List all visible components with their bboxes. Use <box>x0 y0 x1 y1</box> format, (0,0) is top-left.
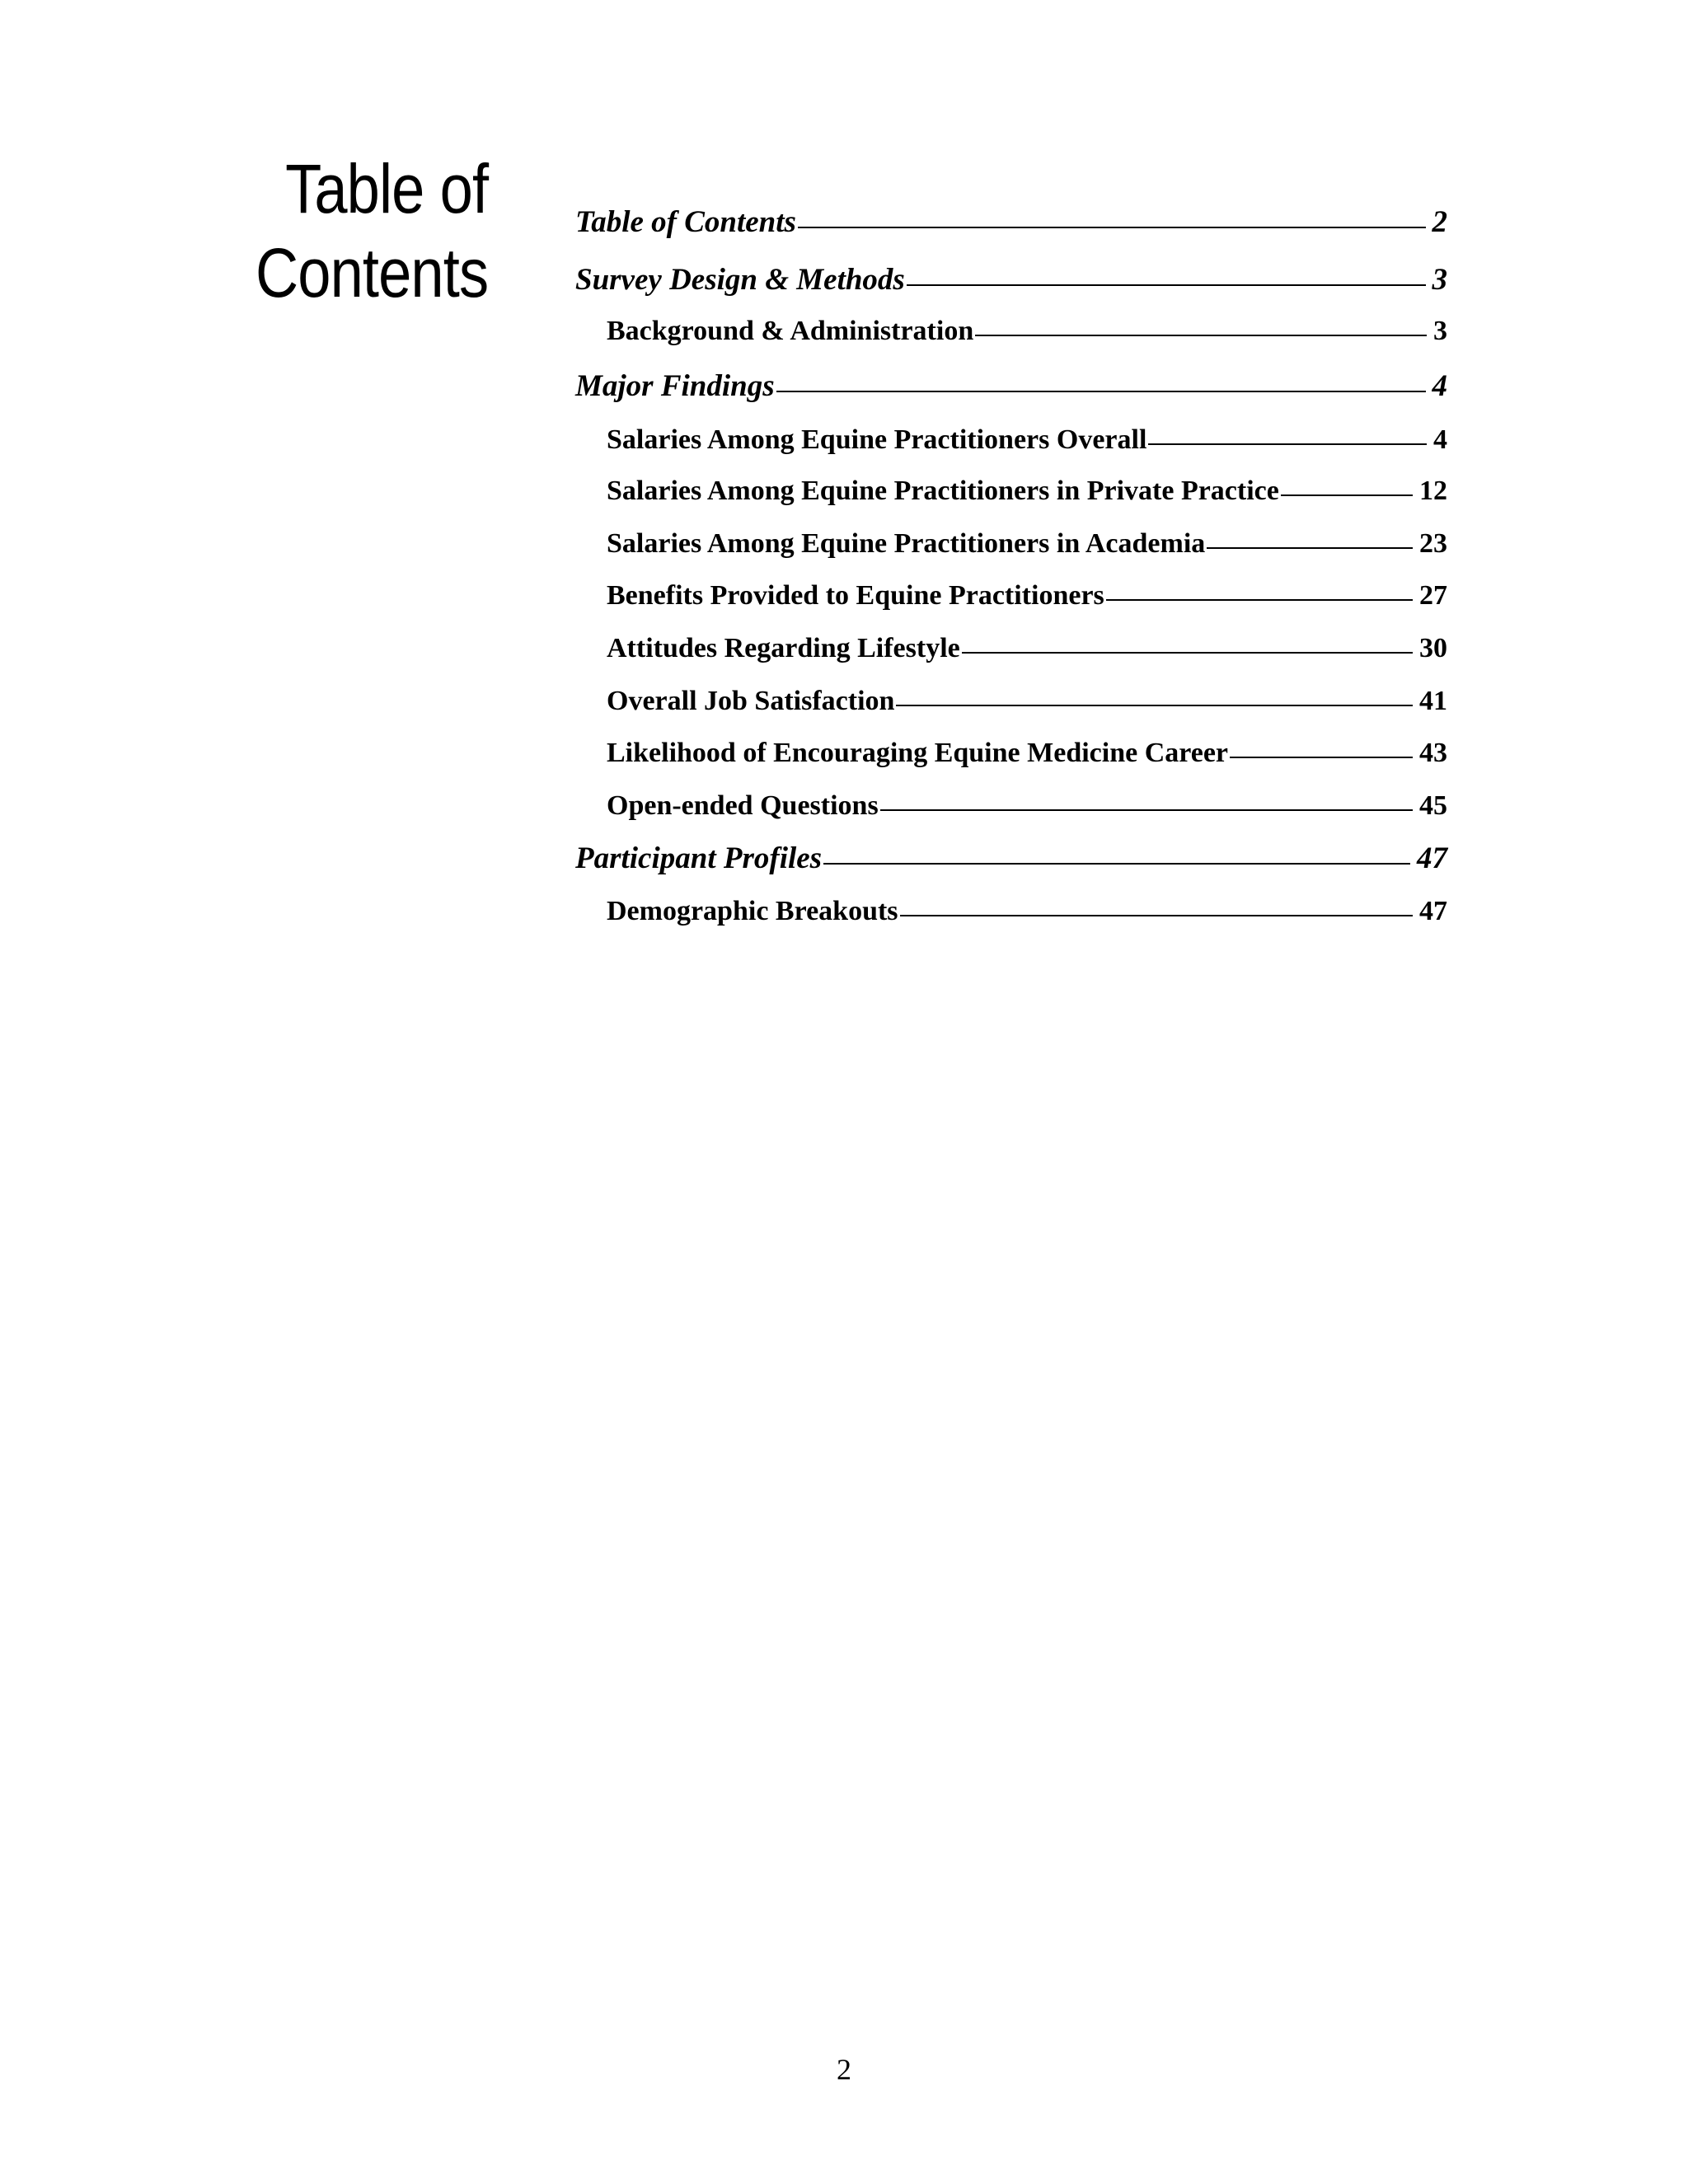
toc-entry-page: 3 <box>1432 263 1447 297</box>
toc-leader-line <box>1230 757 1413 758</box>
toc-entry-label: Likelihood of Encouraging Equine Medicine Career <box>607 738 1229 768</box>
toc-entry-label: Salaries Among Equine Practitioners in Academia <box>607 528 1206 559</box>
toc-entry-label: Major Findings <box>575 369 775 403</box>
toc-entry-benefits[interactable] <box>607 580 1447 612</box>
toc-leader-line <box>896 705 1413 706</box>
toc-entry-page: 47 <box>1419 896 1447 926</box>
toc-entry-page: 2 <box>1432 205 1447 239</box>
toc-entry-page: 41 <box>1419 686 1447 716</box>
toc-entry-encouraging-career[interactable] <box>607 738 1447 769</box>
toc-entry-background-administration[interactable] <box>607 316 1447 347</box>
toc-leader-line <box>776 391 1426 392</box>
toc-entry-page: 4 <box>1433 424 1447 455</box>
toc-entry-label: Salaries Among Equine Practitioners in Private Practice <box>607 476 1279 506</box>
toc-entry-label: Salaries Among Equine Practitioners Overall <box>607 424 1147 455</box>
toc-leader-line <box>880 809 1413 811</box>
toc-entry-major-findings[interactable] <box>575 368 1447 404</box>
page-number: 2 <box>837 2053 851 2086</box>
toc-entry-survey-design[interactable] <box>575 262 1447 298</box>
toc-leader-line <box>1106 599 1413 601</box>
toc-heading-line-2: Contents <box>255 234 488 312</box>
toc-entry-label: Attitudes Regarding Lifestyle <box>607 633 960 663</box>
toc-leader-line <box>1207 547 1413 549</box>
toc-leader-line <box>975 335 1427 336</box>
toc-entry-page: 23 <box>1419 528 1447 559</box>
toc-entry-page: 27 <box>1419 580 1447 611</box>
toc-entry-page: 30 <box>1419 633 1447 663</box>
toc-entry-job-satisfaction[interactable] <box>607 686 1447 717</box>
toc-heading-line-1: Table of <box>284 150 488 227</box>
toc-entry-salaries-overall[interactable] <box>607 424 1447 456</box>
toc-entry-page: 3 <box>1433 316 1447 346</box>
toc-entry-attitudes-lifestyle[interactable] <box>607 633 1447 664</box>
toc-heading <box>256 147 488 315</box>
toc-entry-label: Demographic Breakouts <box>607 896 898 926</box>
toc-entry-page: 45 <box>1419 790 1447 821</box>
toc-entry-table-of-contents[interactable] <box>575 204 1447 240</box>
toc-entry-participant-profiles[interactable] <box>575 841 1447 876</box>
toc-entry-demographic-breakouts[interactable] <box>607 896 1447 927</box>
toc-entry-label: Table of Contents <box>575 205 796 239</box>
toc-entry-open-ended-questions[interactable] <box>607 790 1447 822</box>
toc-leader-line <box>798 227 1426 228</box>
toc-entry-label: Background & Administration <box>607 316 974 346</box>
toc-leader-line <box>907 284 1426 286</box>
toc-leader-line <box>1281 494 1413 496</box>
toc-leader-line <box>823 863 1410 865</box>
toc-entry-label: Participant Profiles <box>575 841 823 875</box>
toc-entry-page: 47 <box>1417 841 1447 875</box>
toc-entry-label: Benefits Provided to Equine Practitioners <box>607 580 1104 611</box>
toc-entry-salaries-academia[interactable] <box>607 528 1447 560</box>
toc-entry-label: Survey Design & Methods <box>575 263 905 297</box>
toc-entry-label: Open-ended Questions <box>607 790 879 821</box>
toc-leader-line <box>1148 443 1427 445</box>
toc-entry-label: Overall Job Satisfaction <box>607 686 895 716</box>
toc-leader-line <box>962 652 1413 654</box>
toc-entry-page: 43 <box>1419 738 1447 768</box>
toc-leader-line <box>900 915 1413 916</box>
toc-entry-page: 12 <box>1419 476 1447 506</box>
toc-entry-salaries-private-practice[interactable] <box>607 476 1447 507</box>
toc-entry-page: 4 <box>1432 369 1447 403</box>
